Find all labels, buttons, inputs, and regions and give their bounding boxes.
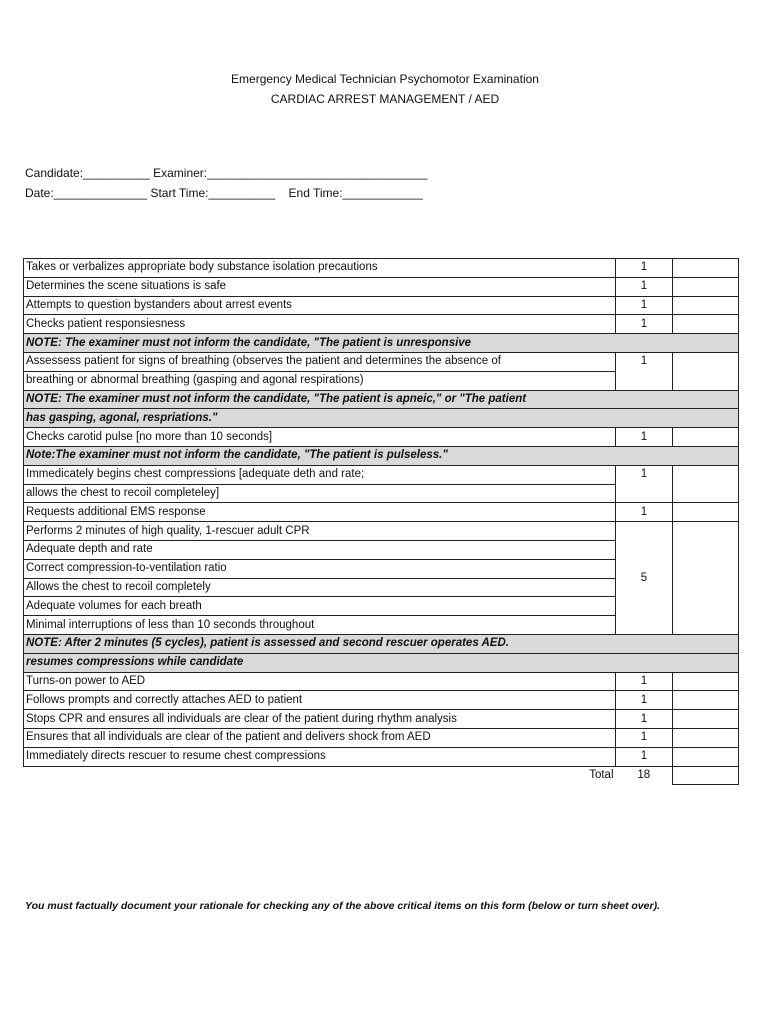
note-row	[24, 446, 739, 465]
points-awarded-cell[interactable]	[673, 503, 739, 522]
step-text: Stops CPR and ensures all individuals are clear of the patient during rhythm analysis	[24, 710, 616, 729]
points-possible: 1	[616, 710, 673, 729]
points-awarded-cell[interactable]	[673, 710, 739, 729]
points-possible: 1	[616, 747, 673, 766]
points-awarded-cell[interactable]	[673, 296, 739, 315]
table-row	[24, 522, 739, 541]
step-text: Checks patient responsiesness	[24, 315, 616, 334]
points-possible: 1	[616, 428, 673, 447]
date-time-line: Date:______________ Start Time:__________ End Time:____________	[25, 186, 423, 200]
points-possible: 1	[616, 259, 673, 278]
points-awarded-cell[interactable]	[673, 259, 739, 278]
step-text: breathing or abnormal breathing (gasping and agonal respirations)	[24, 371, 616, 390]
table-row	[24, 672, 739, 691]
substep-text: Allows the chest to recoil completely	[24, 578, 616, 597]
table-row	[24, 315, 739, 334]
table-row	[24, 691, 739, 710]
note-row	[24, 409, 739, 428]
points-possible: 1	[616, 352, 673, 390]
exam-title: Emergency Medical Technician Psychomotor Examination	[231, 72, 539, 86]
total-label: Total	[589, 769, 614, 782]
table-row	[24, 277, 739, 296]
note-text: NOTE: The examiner must not inform the candidate, "The patient is unresponsive	[24, 334, 739, 353]
table-row	[24, 352, 739, 371]
points-awarded-cell[interactable]	[673, 315, 739, 334]
note-row	[24, 634, 739, 653]
note-text: NOTE: The examiner must not inform the candidate, "The patient is apneic," or "The patient	[24, 390, 739, 409]
documentation-note: You must factually document your rationale for checking any of the above critical items on this form (below or turn sheet over).	[25, 900, 660, 912]
points-awarded-cell[interactable]	[673, 691, 739, 710]
table-row	[24, 503, 739, 522]
total-awarded-cell[interactable]	[673, 766, 739, 785]
substep-text: Adequate volumes for each breath	[24, 597, 616, 616]
scoring-table	[23, 258, 739, 785]
step-text: Requests additional EMS response	[24, 503, 616, 522]
step-text: Turns-on power to AED	[24, 672, 616, 691]
points-possible: 1	[616, 672, 673, 691]
note-row	[24, 390, 739, 409]
step-text: allows the chest to recoil completeley]	[24, 484, 616, 503]
substep-text: Minimal interruptions of less than 10 seconds throughout	[24, 616, 616, 635]
substep-text: Adequate depth and rate	[24, 540, 616, 559]
points-possible: 1	[616, 503, 673, 522]
points-awarded-cell[interactable]	[673, 465, 739, 503]
table-row	[24, 259, 739, 278]
table-row	[24, 728, 739, 747]
note-text: Note:The examiner must not inform the candidate, "The patient is pulseless."	[24, 446, 739, 465]
step-text: Checks carotid pulse [no more than 10 seconds]	[24, 428, 616, 447]
table-row	[24, 710, 739, 729]
table-row	[24, 465, 739, 484]
points-possible: 1	[616, 465, 673, 503]
points-possible: 1	[616, 277, 673, 296]
note-text: resumes compressions while candidate	[24, 653, 739, 672]
points-possible: 1	[616, 315, 673, 334]
points-awarded-cell[interactable]	[673, 522, 739, 635]
points-possible: 5	[616, 522, 673, 635]
step-text: Follows prompts and correctly attaches AED to patient	[24, 691, 616, 710]
substep-text: Correct compression-to-ventilation ratio	[24, 559, 616, 578]
step-text: Assessess patient for signs of breathing (observes the patient and determines the absence of	[24, 352, 616, 371]
total-value: 18	[637, 769, 651, 782]
points-possible: 1	[616, 728, 673, 747]
points-possible: 1	[616, 691, 673, 710]
points-awarded-cell[interactable]	[673, 672, 739, 691]
note-row	[24, 334, 739, 353]
step-text: Immedicately begins chest compressions [adequate deth and rate;	[24, 465, 616, 484]
table-row	[24, 296, 739, 315]
station-title: CARDIAC ARREST MANAGEMENT / AED	[270, 92, 500, 106]
points-awarded-cell[interactable]	[673, 747, 739, 766]
step-text: Attempts to question bystanders about arrest events	[24, 296, 616, 315]
candidate-examiner-line: Candidate:__________ Examiner:_________________________________	[25, 166, 428, 180]
step-text: Takes or verbalizes appropriate body substance isolation precautions	[24, 259, 616, 278]
step-text: Immediately directs rescuer to resume chest compressions	[24, 747, 616, 766]
note-text: NOTE: After 2 minutes (5 cycles), patient is assessed and second rescuer operates AED.	[24, 634, 739, 653]
points-possible: 1	[616, 296, 673, 315]
step-text: Determines the scene situations is safe	[24, 277, 616, 296]
points-awarded-cell[interactable]	[673, 728, 739, 747]
table-row	[24, 747, 739, 766]
points-awarded-cell[interactable]	[673, 352, 739, 390]
step-text: Ensures that all individuals are clear of the patient and delivers shock from AED	[24, 728, 616, 747]
note-row	[24, 653, 739, 672]
step-text: Performs 2 minutes of high quality, 1-rescuer adult CPR	[24, 522, 616, 541]
total-row	[24, 766, 739, 785]
points-awarded-cell[interactable]	[673, 277, 739, 296]
table-row	[24, 428, 739, 447]
points-awarded-cell[interactable]	[673, 428, 739, 447]
note-text: has gasping, agonal, respriations."	[24, 409, 739, 428]
